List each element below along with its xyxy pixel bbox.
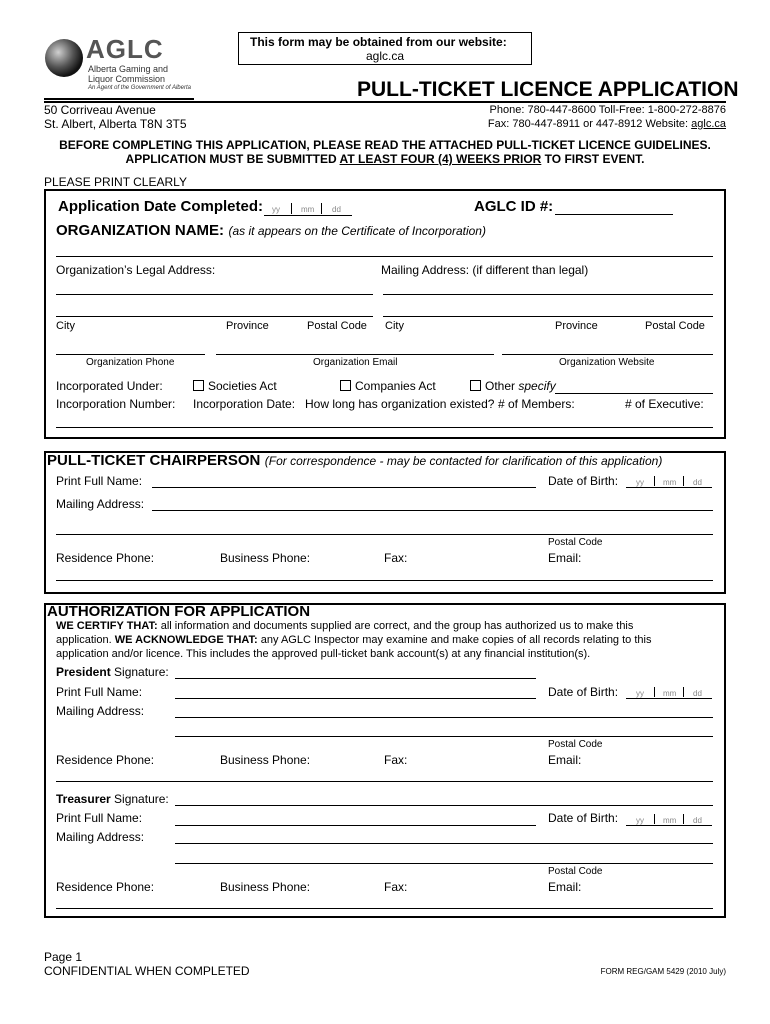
page-number: Page 1 xyxy=(44,950,83,964)
societies-act-checkbox[interactable] xyxy=(193,380,204,391)
notice-line2: APPLICATION MUST BE SUBMITTED AT LEAST FOUR (4) WEEKS PRIOR TO FIRST EVENT. xyxy=(125,152,645,166)
treasurer-mailing-field-2[interactable] xyxy=(175,863,713,864)
president-postal-label: Postal Code xyxy=(548,739,603,750)
logo-tagline: An Agent of the Government of Alberta xyxy=(88,85,191,91)
president-dob-field[interactable]: yy mm dd xyxy=(626,687,712,699)
treasurer-signature-label: Treasurer Signature: xyxy=(56,792,169,806)
mailing-city-label: City xyxy=(385,320,404,332)
president-residence-label: Residence Phone: xyxy=(56,753,155,767)
president-mailing-field[interactable] xyxy=(175,717,713,718)
president-phone-field[interactable] xyxy=(56,781,713,782)
legal-address-label: Organization’s Legal Address: xyxy=(56,263,216,277)
logo-name: AGLC xyxy=(86,34,164,64)
president-mailing-field-2[interactable] xyxy=(175,736,713,737)
president-name-label: Print Full Name: xyxy=(56,685,143,699)
treasurer-name-label: Print Full Name: xyxy=(56,811,143,825)
legal-city-label: City xyxy=(56,320,75,332)
website-note-line1: This form may be obtained from our website: xyxy=(250,35,507,49)
org-phone-field[interactable] xyxy=(56,354,205,355)
mailing-address-label: Mailing Address: (if different than legal) xyxy=(381,263,589,277)
logo-rule xyxy=(44,98,194,100)
president-signature-label: President Signature: xyxy=(56,665,169,679)
chair-name-field[interactable] xyxy=(152,487,536,488)
org-email-field[interactable] xyxy=(216,354,494,355)
president-name-field[interactable] xyxy=(175,698,536,699)
how-long-label: How long has organization existed? xyxy=(305,397,495,411)
treasurer-dob-label: Date of Birth: xyxy=(548,811,619,825)
globe-icon xyxy=(44,38,84,78)
chair-residence-label: Residence Phone: xyxy=(56,551,155,565)
application-date-label: Application Date Completed: xyxy=(58,198,264,215)
aglc-id-label: AGLC ID #: xyxy=(474,198,554,215)
treasurer-phone-field[interactable] xyxy=(56,908,713,909)
page-title: PULL-TICKET LICENCE APPLICATION xyxy=(357,78,739,101)
chair-fax-label: Fax: xyxy=(384,551,408,565)
treasurer-dob-field[interactable]: yy mm dd xyxy=(626,814,712,826)
members-label: # of Members: xyxy=(498,397,575,411)
other-checkbox[interactable] xyxy=(470,380,481,391)
chair-mailing-label: Mailing Address: xyxy=(56,497,145,511)
treasurer-signature-field[interactable] xyxy=(175,805,713,806)
treasurer-name-field[interactable] xyxy=(175,825,536,826)
other-specify-field[interactable] xyxy=(555,393,713,394)
president-fax-label: Fax: xyxy=(384,753,408,767)
notice-line1: BEFORE COMPLETING THIS APPLICATION, PLEASE READ THE ATTACHED PULL-TICKET LICENCE GUIDELINES. xyxy=(59,138,711,152)
org-phone-label: Organization Phone xyxy=(86,357,175,368)
org-website-field[interactable] xyxy=(502,354,713,355)
legal-address-field[interactable] xyxy=(56,294,373,295)
application-date-field[interactable]: yy mm dd xyxy=(264,203,352,216)
aglc-id-field[interactable] xyxy=(555,214,673,215)
chair-name-label: Print Full Name: xyxy=(56,474,143,488)
logo-sub1: Alberta Gaming and xyxy=(88,64,169,74)
org-website-label: Organization Website xyxy=(559,357,655,368)
president-email-label: Email: xyxy=(548,753,582,767)
chair-phone-field[interactable] xyxy=(56,580,713,581)
treasurer-mailing-field[interactable] xyxy=(175,843,713,844)
other-option[interactable]: Other specify xyxy=(470,379,556,393)
incorporation-date-label: Incorporation Date: xyxy=(193,397,296,411)
logo-sub2: Liquor Commission xyxy=(88,74,166,84)
mailing-postal-label: Postal Code xyxy=(645,320,705,332)
societies-act-option[interactable]: Societies Act xyxy=(193,379,277,393)
companies-act-checkbox[interactable] xyxy=(340,380,351,391)
treasurer-residence-label: Residence Phone: xyxy=(56,880,155,894)
auth-paragraph-2: application. WE ACKNOWLEDGE THAT: any AGLC Inspector may examine and make copies of all records relating to this xyxy=(56,634,652,646)
treasurer-fax-label: Fax: xyxy=(384,880,408,894)
president-business-label: Business Phone: xyxy=(220,753,311,767)
incorporation-number-label: Incorporation Number: xyxy=(56,397,176,411)
chairperson-section xyxy=(44,451,726,594)
legal-postal-label: Postal Code xyxy=(307,320,367,332)
president-dob-label: Date of Birth: xyxy=(548,685,619,699)
incorporated-under-label: Incorporated Under: xyxy=(56,379,163,393)
form-id: FORM REG/GAM 5429 (2010 July) xyxy=(600,967,726,976)
website-link[interactable]: aglc.ca xyxy=(691,118,726,130)
address-line1: 50 Corriveau Avenue xyxy=(44,103,156,117)
president-signature-field[interactable] xyxy=(175,678,536,679)
treasurer-email-label: Email: xyxy=(548,880,582,894)
mailing-address-field[interactable] xyxy=(383,294,713,295)
treasurer-postal-label: Postal Code xyxy=(548,866,603,877)
fax-line: Fax: 780-447-8911 or 447-8912 Website: aglc.ca xyxy=(487,118,726,130)
mailing-province-label: Province xyxy=(555,320,598,332)
chair-mailing-field-2[interactable] xyxy=(56,534,713,535)
chair-email-label: Email: xyxy=(548,551,582,565)
chair-mailing-field[interactable] xyxy=(152,510,713,511)
address-line2: St. Albert, Alberta T8N 3T5 xyxy=(44,117,187,131)
org-name-label: ORGANIZATION NAME: (as it appears on the Certificate of Incorporation) xyxy=(56,222,486,239)
confidential-note: CONFIDENTIAL WHEN COMPLETED xyxy=(44,964,250,978)
chairperson-title: PULL-TICKET CHAIRPERSON (For correspondence - may be contacted for clarification of this application) xyxy=(47,452,663,469)
president-mailing-label: Mailing Address: xyxy=(56,704,145,718)
treasurer-business-label: Business Phone: xyxy=(220,880,311,894)
incorporation-details-field[interactable] xyxy=(56,427,713,428)
org-email-label: Organization Email xyxy=(313,357,398,368)
aglc-logo xyxy=(44,36,194,96)
print-clearly: PLEASE PRINT CLEARLY xyxy=(44,175,187,189)
chair-dob-label: Date of Birth: xyxy=(548,474,619,488)
authorization-title: AUTHORIZATION FOR APPLICATION xyxy=(47,603,311,620)
org-name-field[interactable] xyxy=(56,256,713,257)
auth-paragraph-3: application and/or licence. This includes the approved pull-ticket bank account(s) at any financial institution(s). xyxy=(56,648,591,660)
legal-province-label: Province xyxy=(226,320,269,332)
phone-line: Phone: 780-447-8600 Toll-Free: 1-800-272-8876 xyxy=(489,104,726,116)
chair-business-label: Business Phone: xyxy=(220,551,311,565)
legal-city-line[interactable] xyxy=(56,316,373,317)
website-note-line2: aglc.ca xyxy=(366,49,405,63)
chair-postal-label: Postal Code xyxy=(548,537,603,548)
mailing-city-line[interactable] xyxy=(383,316,713,317)
companies-act-option[interactable]: Companies Act xyxy=(340,379,436,393)
executive-label: # of Executive: xyxy=(625,397,704,411)
auth-paragraph-1: WE CERTIFY THAT: all information and documents supplied are correct, and the group has authorized us to make this xyxy=(56,620,634,632)
treasurer-mailing-label: Mailing Address: xyxy=(56,830,145,844)
chair-dob-field[interactable]: yy mm dd xyxy=(626,476,712,488)
